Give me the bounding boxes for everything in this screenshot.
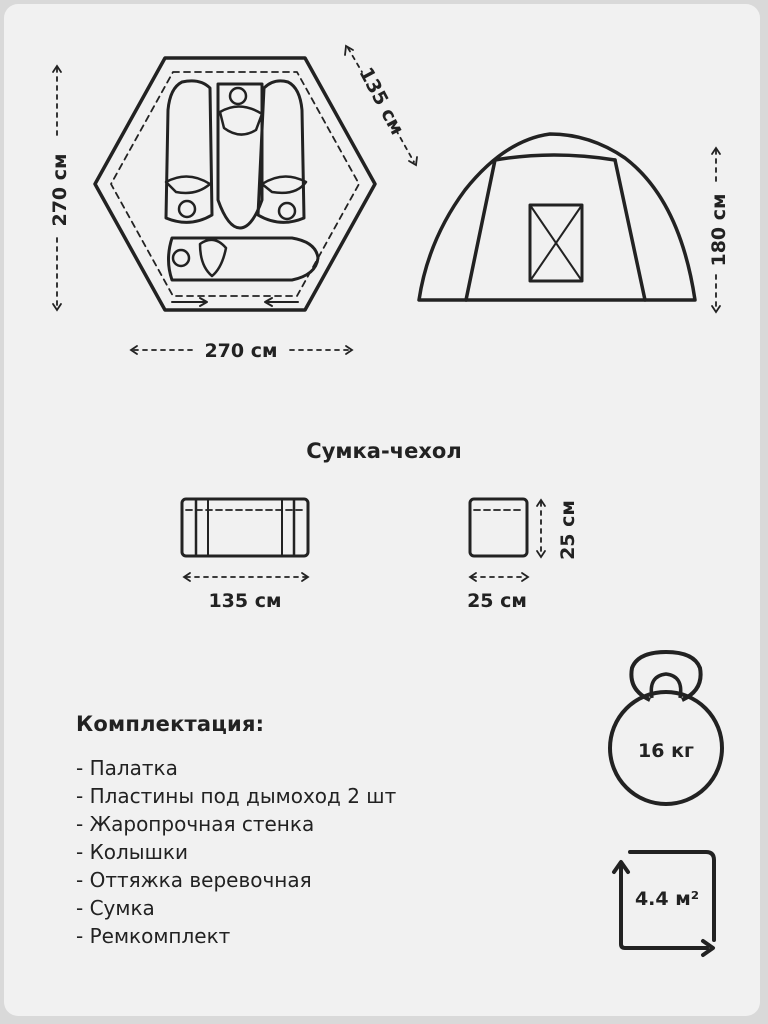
tent-pole-right — [615, 160, 645, 300]
list-item: - Ремкомплект — [76, 924, 231, 948]
bag-width-dimension — [470, 573, 528, 581]
tent-side-view — [419, 134, 695, 300]
bag-height-label: 25 см — [557, 500, 579, 560]
bag-end-view — [470, 499, 527, 556]
list-item: - Жаропрочная стенка — [76, 812, 315, 836]
bag-length-dimension — [184, 573, 308, 581]
kit-list — [76, 754, 396, 950]
bag-length-label: 135 см — [208, 590, 282, 612]
tent-dome-outline — [419, 134, 695, 300]
sleeping-bag-center — [218, 84, 262, 228]
area-label: 4.4 м² — [634, 888, 700, 910]
list-item: - Колышки — [76, 840, 188, 864]
bag-long-view — [182, 499, 308, 556]
dimension-side-label: 135 см — [354, 63, 409, 139]
bag-height-dimension — [537, 500, 545, 557]
tent-top-view — [95, 58, 375, 310]
sleeping-bag-bottom — [169, 238, 319, 280]
entrance-arrows — [172, 298, 298, 306]
bag-title: Сумка-чехол — [306, 439, 462, 463]
dimension-height-label: 180 см — [708, 193, 730, 267]
list-item: - Оттяжка веревочная — [76, 868, 312, 892]
list-item: - Палатка — [76, 756, 178, 780]
list-item: - Сумка — [76, 896, 155, 920]
kit-title: Комплектация: — [76, 712, 265, 736]
bag-width-label: 25 см — [467, 590, 527, 612]
weight-label: 16 кг — [638, 740, 694, 762]
kettlebell-icon — [610, 652, 722, 804]
dimension-depth-label: 270 см — [49, 153, 71, 227]
list-item: - Пластины под дымоход 2 шт — [76, 784, 397, 808]
dimension-width-label: 270 см — [204, 340, 278, 362]
kit-section — [76, 712, 396, 950]
sleeping-bag-left — [166, 81, 212, 222]
tent-floor-outline — [95, 58, 375, 310]
sleeping-bag-right — [258, 81, 306, 222]
tent-roof-line — [495, 155, 615, 160]
infographic-card — [4, 4, 760, 1016]
